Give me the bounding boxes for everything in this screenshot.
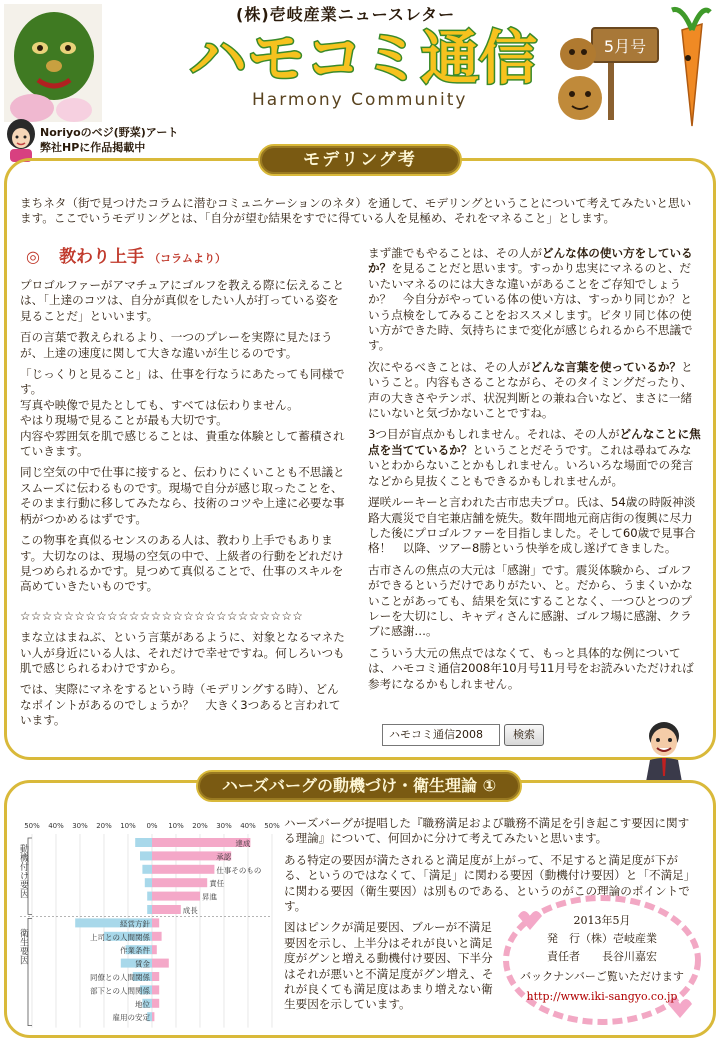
category-label: 責任: [209, 879, 225, 889]
group-bracket: [28, 918, 32, 1025]
category-label: 達成: [235, 839, 251, 848]
website-link[interactable]: http://www.iki-sangyo.co.jp: [526, 990, 678, 1003]
tick-label: 20%: [192, 822, 208, 830]
tick-label: 0%: [146, 822, 158, 830]
emphasis: どんなことに焦点を当てているか？: [368, 427, 701, 457]
left-paragraph: では、実際にマネをするという時（モデリングする時）、どんなポイントがあるのでしょうか？ 大きく3つあると言われています。: [20, 682, 341, 728]
category-label: 承認: [216, 852, 232, 862]
left-paragraph: この物事を真似るセンスのある人は、教わり上手でもあります。大切なのは、現場の空気の中で、上級者の行動をどれだけ見つめられるかです。見つめて真似ることで、仕事のスキルを高めていきたいものです。: [20, 533, 344, 594]
category-label: 上司との人間関係: [90, 932, 150, 942]
issue-sign-text: 5月号: [603, 37, 647, 56]
bar-satisfier: [152, 999, 159, 1008]
chart-group-labels: [18, 838, 32, 1026]
responsible-person: 責任者 長谷川嘉宏: [547, 950, 657, 963]
category-label: 昇進: [202, 892, 217, 902]
backnumber-label: バックナンバーご覧いただけます: [520, 970, 684, 983]
bar-dissatisfier: [142, 865, 152, 874]
bar-dissatisfier: [145, 878, 152, 887]
tick-label: 10%: [120, 822, 136, 830]
logo-subtitle: Harmony Community: [252, 90, 468, 110]
bar-satisfier: [152, 865, 214, 874]
chart-grid: [20, 834, 272, 1028]
emphasis: どんな言葉を使っているか？: [530, 359, 682, 374]
group-label-hygiene: 衛生要因: [18, 928, 28, 965]
tick-label: 10%: [168, 822, 184, 830]
category-label: 作業条件: [120, 946, 150, 956]
bar-satisfier: [152, 918, 159, 927]
artist-note: 弊社HPに作品掲載中: [40, 141, 146, 154]
right-column: [368, 246, 702, 698]
column-heading: [26, 242, 356, 267]
heading-title: 教わり上手: [59, 247, 145, 267]
right-paragraph: 次にやるべきことは、その人がどんな言葉を使っているか？ということ。内容もさることながら、そのタイミングだったり、声の大きさやテンポ、状況判断との兼ね合いなど、まさに一緒にいないと気づかないことですね。: [368, 359, 693, 421]
publisher: 発 行（株）壱岐産業: [547, 932, 657, 945]
herzberg-paragraph: 図はピンクが満足要因、ブルーが不満足要因を示し、上半分はそれが良いと満足度がグンと増える動機付け要因、下半分はそれが悪いと不満足度がグン増え、それが良くても満足度はあまり増えない衛生要因を示しています。: [284, 920, 494, 1012]
noriyo-avatar: [4, 118, 38, 162]
bar-satisfier: [152, 905, 181, 914]
category-label: 経営方針: [120, 919, 150, 929]
company-newsletter-title: (株)壱岐産業ニュースレター: [236, 5, 456, 24]
category-label: 賃金: [135, 959, 150, 969]
bar-satisfier: [152, 945, 157, 954]
vegetable-art-image: [4, 4, 102, 122]
search-input[interactable]: ハモコミ通信2008: [382, 724, 500, 746]
category-label: 部下との人間関係: [90, 986, 150, 996]
bar-dissatisfier: [140, 851, 152, 860]
category-label: 雇用の安定: [112, 1013, 150, 1023]
herzberg-chart: [18, 816, 280, 1026]
author-avatar: [640, 718, 688, 782]
tick-label: 50%: [264, 822, 280, 830]
right-paragraph: 3つ目が盲点かもしれません。それは、その人がどんなことに焦点を当てているか？ということだそうです。これは尋ねてみないとわからないことかもしれません。いろいろな場面での発言などから見抜くこともできるかもしれませんが。: [368, 427, 701, 488]
modeling-section-banner: モデリング考: [258, 144, 462, 176]
tick-label: 20%: [96, 822, 112, 830]
bar-satisfier: [152, 959, 169, 968]
herzberg-paragraph: ハーズバーグが提唱した『職務満足および職務不満足を引き起こす要因に関する理論』について、何回かに分けて考えてみたいと思います。: [284, 816, 690, 846]
bar-dissatisfier: [147, 892, 152, 901]
right-paragraph: 遅咲ルーキーと言われた古市忠夫プロ。氏は、54歳の時阪神淡路大震災で自宅兼店舗を焼失。数年間地元商店街の復興に尽力した後にプロゴルファーを目指しました。そして60歳で見事合格！ 以降、ツアー8勝という快挙を成し遂げてきました。: [368, 495, 696, 556]
herzberg-section-banner: ハーズバーグの動機づけ・衛生理論 ①: [196, 770, 522, 802]
tick-label: 30%: [216, 822, 232, 830]
group-label-motivation: 動機付け要因: [18, 844, 28, 898]
left-paragraph: 「じっくりと見ること」は、仕事を行なうにあたっても同様です。 写真や映像で見たとしても、すべては伝わりません。 やはり現場で見ることが最も大切です。 内容や雰囲気を肌で感じることは、貴重な体験として蓄積されていきます。: [20, 367, 345, 459]
logo-text: ハモコミ通信: [188, 24, 538, 92]
newsletter-logo: [188, 22, 538, 92]
heading-mark: ◎: [26, 247, 40, 266]
right-paragraph: こういう大元の焦点ではなくて、もっと具体的な例については、ハモコミ通信2008年10月号11月号をお読みいただければ参考になるかもしれません。: [368, 645, 694, 691]
search-button[interactable]: 検索: [504, 724, 544, 746]
bar-dissatisfier: [147, 905, 152, 914]
left-paragraph: プロゴルファーがアマチュアにゴルフを教える際に伝えることは、「上達のコツは、自分が真似をしたい人が打っている姿を見ることだ」といいます。: [20, 278, 345, 323]
bar-satisfier: [152, 932, 162, 941]
modeling-intro: まちネタ（街で見つけたコラムに潜むコミュニケーションのネタ）を通して、モデリングということについて考えてみたいと思います。ここでいうモデリングとは、「自分が望む結果をすでに得ている人を見極め、それをマネること」とします。: [20, 196, 692, 226]
star-divider: ☆☆☆☆☆☆☆☆☆☆☆☆☆☆☆☆☆☆☆☆☆☆☆☆☆☆: [20, 608, 304, 623]
bar-satisfier: [152, 972, 159, 981]
category-label: 仕事そのもの: [216, 865, 262, 875]
issue-date: 2013年5月: [573, 914, 631, 927]
category-label: 成長: [182, 906, 198, 915]
right-paragraph: 古市さんの焦点の大元は「感謝」です。震災体験から、ゴルフができるというだけでありがたい、と。だから、うまくいかないことがあっても、結果を気にすることなく、一つひとつのプレーを大切にし、キャディさんに感謝、ゴルフ場に感謝、クラブに感謝…。: [368, 562, 693, 639]
tick-label: 50%: [24, 822, 40, 830]
left-paragraph: 百の言葉で教えられるより、一つのプレーを実際に見たほうが、上達の速度に関して大きな違いが生じるのです。: [20, 330, 333, 360]
heading-note: （コラムより）: [149, 252, 227, 265]
left-column: [20, 278, 350, 735]
left-paragraph: 同じ空気の中で仕事に接すると、伝わりにくいことも不思議とスムーズに伝わるものです。現場で自分が感じ取ったことを、そのまま行動に移してみたなら、技術のコツや上達に必要な事柄がつかめるはずです。: [20, 465, 345, 526]
vegetable-mascots-illustration: [552, 0, 718, 128]
group-bracket: [28, 838, 32, 914]
bar-satisfier: [152, 892, 200, 901]
chart-ticks: [24, 822, 280, 830]
artist-credit: Noriyoのベジ(野菜)アート: [40, 126, 179, 139]
bar-satisfier: [152, 985, 159, 994]
bar-satisfier: [152, 878, 207, 887]
left-paragraph: まな立はまねぶ、という言葉があるように、対象となるマネたい人が身近にいる人は、それだけで幸せですね。何しろいつも肌で感じられるわけですから。: [20, 630, 345, 675]
emphasis: どんな体の使い方をしているか？: [368, 246, 693, 276]
tick-label: 40%: [240, 822, 256, 830]
bar-dissatisfier: [135, 838, 152, 847]
category-label: 同僚との人間関係: [90, 973, 150, 982]
herzberg-paragraph: ある特定の要因が満たされると満足度が上がって、不足すると満足度が下がる、というのではなくて、「満足」に関わる要因（動機付け要因）と「不満足」に関わる要因（衛生要因）は別ものである、というのがこの理論のポイントです。: [284, 852, 696, 914]
category-label: 地位: [135, 999, 150, 1009]
tick-label: 40%: [48, 822, 64, 830]
tick-label: 30%: [72, 822, 88, 830]
bar-satisfier: [152, 1012, 154, 1021]
right-paragraph: まず誰でもやることは、その人がどんな体の使い方をしているか？を見ることだと思います。すっかり忠実にマネるのと、だいたいマネるのには大きな違いがあることをご存知でしょうか？ 今自分がやっている体の使い方は、すっかり同じか？という点検をしてみることをおススメします。ピタリ同じ体の使い方ができた時、気持ちにまで変化が感じられるから不思議です。: [368, 246, 693, 353]
